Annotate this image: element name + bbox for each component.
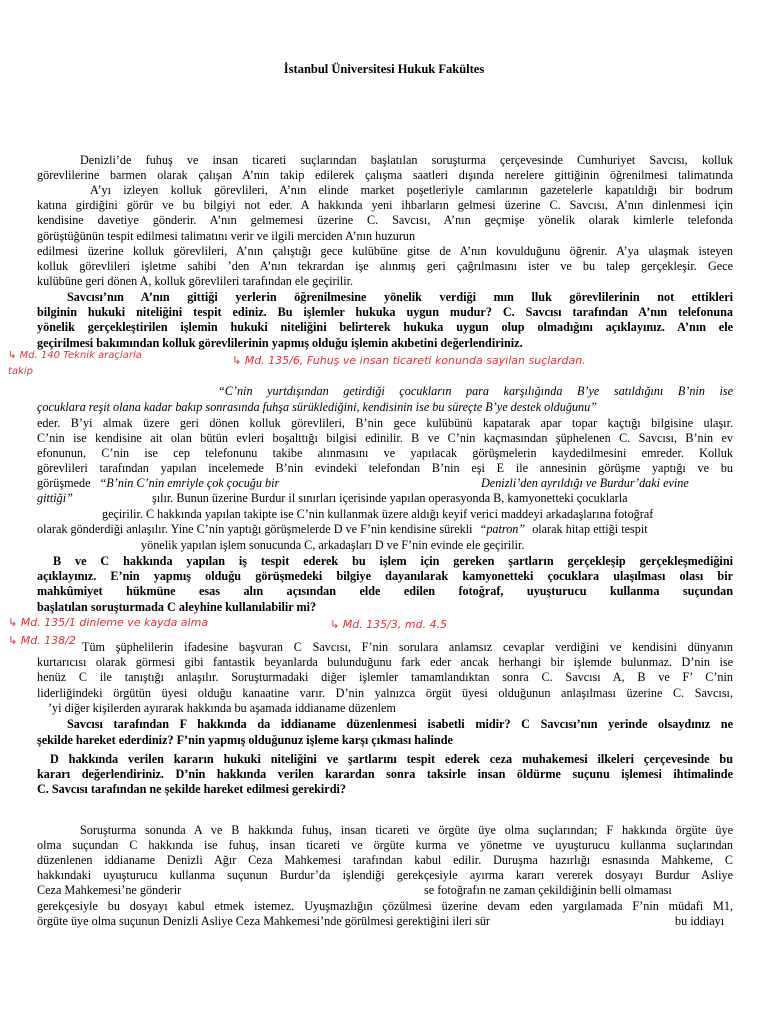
question-line: başlatılan soruşturmada C aleyhine kullanılabilir mi? [37, 600, 317, 614]
handwritten-note: ↳ Md. 135/6, Fuhuş ve insan ticareti konunda sayılan suçlardan. [232, 354, 586, 367]
case-text-line: olma suçundan C hakkında ise fuhuş, insan ticareti ve örgüte kurma ve yönetme ve uyuşturucu kullanma suçlarından [37, 838, 733, 852]
case-text-line: hakkındaki uyuşturucu kullanma suçunun Burdur’da işlendiği gerekçesiyle ayırma kararı vererek dosyayı Burdur Asliye [37, 868, 733, 882]
case-text-line: Denizli’de fuhuş ve insan ticareti suçlarından başlatılan soruşturma çerçevesinde Cumhuriyet Savcısı, kolluk [80, 153, 733, 167]
case-text-line: görüştüğünün tespit edilmesi talimatını verir ve ilgili merciden A’nın huzurun [37, 229, 416, 243]
case-text-line: kolluk görevlileri işletme sahibi ’den A’nın tekrardan işe alınmış geri çağrılmasını ister ve bu talep gerçekleşir. Gece [37, 259, 733, 273]
case-text-line: A’yı izleyen kolluk görevlileri, A’nın elinde market poşetleriyle camlarının gazetelerle kapatıldığı bir bodrum [90, 183, 733, 197]
case-text-line: geçirilir. C hakkında yapılan takipte ise C’nin kullanmak üzere aldığı keyif verici maddeyi arkadaşlarına fotoğraf [102, 507, 654, 521]
quoted-fragment: gittiği” [37, 491, 73, 505]
text-fragment: se fotoğrafın ne zaman çekildiğinin belli olmaması [424, 883, 672, 897]
text-fragment: şılır. Bunun üzerine Burdur il sınırları içerisinde yapılan operasyonda B, kamyonetteki çocuklarla [152, 491, 628, 505]
case-text-line: eder. B’yi almak üzere geri dönen kolluk görevlileri, B’nin gece kulübünü kapatarak apar topar kaçtığı bilgisine ulaşır. [37, 416, 733, 430]
quoted-fragment: “patron” [479, 522, 526, 536]
question-line: Savcısı tarafından F hakkında da iddianame düzenlenmesi isabetli midir? C Savcısı’nın yerinde olsaydınız ne [67, 717, 733, 731]
case-text-line: görevlileri tarafından yapılan incelemede B’nin evindeki telefondan B’nin eşi E ile annesinin görüşme yaptığı ve bu [37, 461, 733, 475]
question-line: geçirilmesi bakımından kolluk görevlilerinin yapmış olduğu işlemin akıbetini değerlendiriniz. [37, 336, 523, 350]
case-text-line [37, 914, 733, 930]
handwritten-note: ↳ Md. 135/3, md. 4.5 [330, 618, 448, 631]
quoted-statement: çocuklara reşit olana kadar bakıp sonrasında fuhşa sürüklediğini, kendisinin ise bu süreçte B’ye destek olduğunu” [37, 400, 597, 414]
case-text-line: edilmesi üzerine kolluk görevlileri, A’nın çalıştığı gece kulübüne gitse de A’nın kovulduğunu öğrenir. A’ya ulaşmak isteyen [37, 244, 733, 258]
question-line: mahkûmiyet hükmüne esas alın açısından elde edilen fotoğraf, uyuşturucu kullanma suçundan [37, 584, 733, 598]
case-text-line: kurtarıcısı olarak görmesi gibi fantastik beyanlarda bulunduğunu fark eder ancak herhangi bir işlemde bulunmaz. D’nin ise [37, 655, 733, 669]
case-text-line: düzenlenen iddianame Denizli Ağır Ceza Mahkemesi tarafından kabul edilir. Duruşma hazırlığı esnasında Mahkeme, C [37, 853, 733, 867]
question-line: kararı değerlendiriniz. D’nin hakkında verilen karardan sonra taksirle insan öldürme suçunu işlemesi ihtimalinde [37, 767, 733, 781]
handwritten-note: takip [8, 366, 33, 377]
question-line: C. Savcısı tarafından ne şekilde hareket edilmesi gerekirdi? [37, 782, 346, 796]
text-fragment: olarak gönderdiği anlaşılır. Yine C’nin yaptığı görüşmelerde D ve F’nin kendisine sürekli [37, 522, 473, 536]
question-line: açıklayınız. E’nin yapmış olduğu görüşmedeki bilgiye dayanılarak kamyonetteki çocuklara ulaşılması olası bir [37, 569, 733, 583]
text-fragment: bu iddiayı [675, 914, 725, 928]
question-line: B ve C hakkında yapılan iş tespit ederek bu işlem için gereken şartların gerçekleşip gerçekleşmediğini [53, 554, 733, 568]
case-text-line [37, 522, 733, 538]
case-text-line: yönelik yapılan işlem sonucunda C, arkadaşları D ve F’nin evinde ele geçirilir. [141, 538, 525, 552]
handwritten-note: ↳ Md. 138/2 [8, 634, 76, 647]
quoted-fragment: Denizli’den ayrıldığı ve Burdur’daki evine [481, 476, 689, 490]
question-line: D hakkında verilen kararın hukuki niteliğini ve şartlarını tespit ederek ceza muhakemesi ilkeleri çerçevesinde bu [50, 752, 733, 766]
text-fragment: Ceza Mahkemesi’ne gönderir [37, 883, 182, 897]
text-fragment: olarak hitap ettiği tespit [532, 522, 648, 536]
text-fragment: görüşmede [37, 476, 91, 490]
handwritten-note: ↳ Md. 135/1 dinleme ve kayda alma [8, 616, 209, 629]
case-text-line: Tüm şüphelilerin ifadesine başvuran C Savcısı, F’nin sorulara anlamsız cevaplar verdiğini ve kendisini dünyanın [82, 640, 733, 654]
case-text-line: Soruşturma sonunda A ve B hakkında fuhuş, insan ticareti ve örgüte üye olma suçlarından; F hakkında örgüte üye [80, 823, 733, 837]
case-text-line: henüz C ile tanıştığı anlaşılır. Soruşturmadaki diğer işlemler tamamlandıktan sonra C. Savcısı A, B ve F’ C’nin [37, 670, 733, 684]
case-text-line: kendisine davetiye gönderir. A’nın gelmemesi üzerine C. Savcısı, A’nın geçmişe yönelik olarak kimlerle telefonda [37, 213, 733, 227]
page-title: İstanbul Üniversitesi Hukuk Fakültes [283, 62, 485, 76]
question-line: Savcısı’nın A’nın gittiği yerlerin öğrenilmesine yönelik verdiği mın lluk görevlilerinin not ettikleri [67, 290, 733, 304]
case-text-line: görevlilerine barmen olarak çalışan A’nın takip edilerek çalışma saatleri dışında nerelere gittiğinin öğrenilmesi talimatında [37, 168, 733, 182]
quoted-statement: “C’nin yurtdışından getirdiği çocukların para karşılığında B’ye satıldığını B’nin ise [218, 384, 733, 398]
handwritten-note: ↳ Md. 140 Teknik araçlarla [8, 350, 142, 361]
case-text-line: kulübüne geri dönen A, kolluk görevlileri tarafından ele geçirilir. [37, 274, 354, 288]
case-text-line [37, 476, 733, 492]
case-text-line [37, 883, 733, 899]
case-text-line: C’nin ise kendisine ait olan bütün evleri boşalttığı bilgisi edinilir. B ve C’nin kaçmasından şüphelenen C. Savcısı, B’nin ev [37, 431, 733, 445]
text-fragment: örgüte üye olma suçunun Denizli Asliye Ceza Mahkemesi’nde görülmesi gerektiğini ileri sür [37, 914, 490, 928]
case-text-line [37, 491, 733, 507]
case-text-line: efonunun, C’nin ise cep telefonunu takibe alınmasını ve yapılacak görüşmelerin kaydedilmesini emreder. Kolluk [37, 446, 733, 460]
question-line: şekilde hareket ederdiniz? F’nin yapmış olduğunuz işleme karşı çıkması halinde [37, 733, 453, 747]
case-text-line: katına girdiğini görür ve bu bilgiyi not eder. A hakkında yeni ihbarların gelmesi üzerine C. Savcısı, A’nın dinlenmesi için [37, 198, 733, 212]
quoted-fragment: “B’nin C’nin emriyle çok çocuğu bir [99, 476, 280, 490]
question-line: yönelik gerçekleştirilen işlemin hukuki niteliğini belirterek hukuka uygun olup olmadığını açıklayınız. A’nın ele [37, 320, 733, 334]
case-text-line: liderliğindeki örgütün üyesi olduğu kanaatine varır. D’nin yalnızca örgüt üyesi olduğunun anlaşılması üzerine C. Savcısı, [37, 686, 733, 700]
case-text-line: gerekçesiyle bu dosyayı kabul etmek istemez. Uyuşmazlığın çözülmesi üzerine devam eden yargılamada F’nin müdafi M1, [37, 899, 733, 913]
case-text-line: ’yi diğer kişilerden ayırarak hakkında bu aşamada iddianame düzenlem [48, 701, 396, 715]
question-line: bilginin hukuki niteliğini tespit ediniz. Bu işlemler hukuka uygun mudur? C. Savcısı tarafından A’nın telefonuna [37, 305, 733, 319]
